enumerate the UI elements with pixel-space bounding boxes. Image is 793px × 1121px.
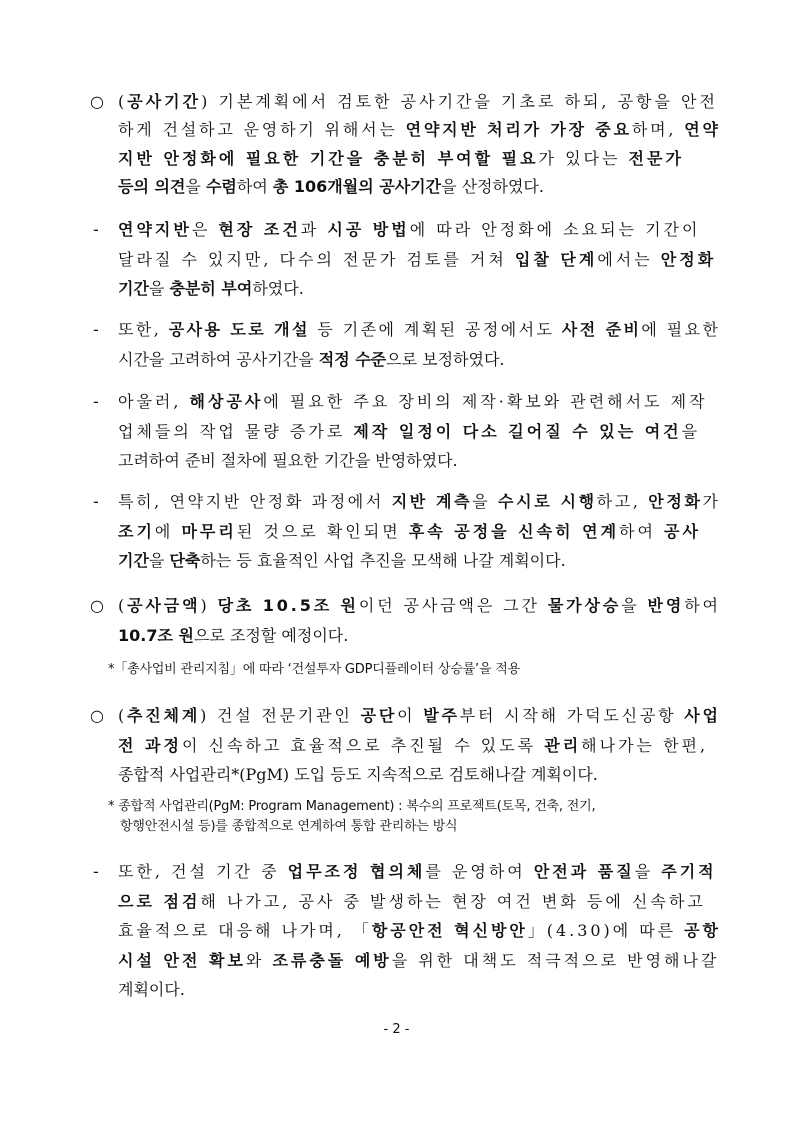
text-run: 를 운영하여 <box>425 862 534 881</box>
paragraph-line <box>118 921 721 941</box>
bold-text: 후속 공정을 신속히 연계 <box>408 522 620 541</box>
bold-text: 공단 <box>360 706 398 725</box>
text-run: 에 필요한 주요 장비의 제작·확보와 관련해서도 제작 <box>263 392 708 411</box>
text-run: 이던 공사금액은 그간 <box>358 596 548 615</box>
circle-bullet-icon: ○ <box>90 596 104 615</box>
text-run: 을 <box>634 862 662 881</box>
bold-text: 반영 <box>647 596 685 615</box>
text-run: 고려하여 준비 절차에 필요한 기간을 반영하였다. <box>118 451 458 470</box>
paragraph-line <box>118 736 708 756</box>
bold-text: 총 106개월의 공사기간 <box>272 177 442 196</box>
paragraph-line <box>118 765 598 785</box>
paragraph-line <box>118 951 719 971</box>
bold-text: 사전 준비 <box>561 320 642 339</box>
footnote-line: *「총사업비 관리지침」에 따라 ‘건설투자 GDP디플레이터 상승률’을 적용 <box>108 662 520 677</box>
bold-text: 지반 안정화에 필요한 기간을 충분히 부여할 필요 <box>118 149 539 168</box>
circle-bullet-icon: ○ <box>90 706 104 725</box>
paragraph-line <box>118 596 721 616</box>
text-run: 에 따라 안정화에 소요되는 기간이 <box>409 220 701 239</box>
text-run: 하고, <box>596 492 649 511</box>
text-run: 계획이다. <box>118 980 185 999</box>
text-run: 을 <box>621 596 648 615</box>
text-run: 종합적 사업관리*(PgM) 도입 등도 지속적으로 검토해나갈 계획이다. <box>118 765 598 784</box>
paragraph-line <box>118 320 720 340</box>
bold-text: 업무조정 협의체 <box>287 862 426 881</box>
bold-text: 해상공사 <box>189 392 264 411</box>
text-run: 으로 보정하였다. <box>386 350 505 369</box>
bold-text: 발주 <box>423 706 460 725</box>
text-run: 또한, 건설 기간 중 <box>118 862 288 881</box>
bold-text: 안전과 품질 <box>533 862 635 881</box>
paragraph-line <box>118 522 701 542</box>
bold-text: 전 과정 <box>118 736 182 755</box>
bold-text: 추진체계 <box>127 706 201 725</box>
paragraph-line <box>118 892 706 912</box>
text-run: 을 <box>681 422 701 441</box>
paragraph-line <box>118 350 505 370</box>
text-run: 아울러, <box>118 392 190 411</box>
text-run: 달라질 수 있지만, 다수의 전문가 검토를 거쳐 <box>118 250 515 269</box>
text-run: ) 기본계획에서 검토한 공사기간을 기초로 하되, 공항을 안전 <box>201 92 718 111</box>
bold-text: 시설 안전 확보 <box>118 951 246 970</box>
dash-bullet: - <box>93 220 99 239</box>
bold-text: 당초 10.5조 원 <box>217 596 359 615</box>
paragraph-line <box>118 392 708 412</box>
text-run: 하여 <box>684 596 721 615</box>
text-run: 을 <box>148 551 170 570</box>
bold-text: 현장 조건 <box>218 220 301 239</box>
paragraph-line <box>118 149 684 169</box>
paragraph-line <box>118 626 348 646</box>
text-run: 하여 <box>236 177 273 196</box>
text-run: ) <box>200 596 218 615</box>
text-run: 을 <box>148 279 170 298</box>
text-run: 과 <box>300 220 328 239</box>
dash-bullet: - <box>93 392 99 411</box>
text-run: 등 기존에 계획된 공정에서도 <box>309 320 562 339</box>
paragraph-line <box>118 279 304 299</box>
bold-text: 안정화 <box>660 250 717 269</box>
bold-text: 기간 <box>118 279 149 298</box>
bold-text: 등의 의견 <box>118 177 186 196</box>
paragraph-line <box>118 492 721 512</box>
bold-text: 공사 <box>664 522 701 541</box>
paragraph-line <box>118 250 716 270</box>
bold-text: 충분히 부여 <box>169 279 253 298</box>
text-run: 에 필요한 <box>641 320 721 339</box>
dash-bullet: - <box>93 862 99 881</box>
bold-text: 수렴 <box>205 177 237 196</box>
bold-text: 시공 방법 <box>327 220 410 239</box>
text-run: ( <box>118 706 128 725</box>
paragraph-line <box>118 862 717 882</box>
bold-text: 안정화 <box>648 492 703 511</box>
paragraph-line <box>118 551 566 571</box>
text-run: 하는 등 효율적인 사업 추진을 모색해 나갈 계획이다. <box>200 551 566 570</box>
paragraph-line <box>118 422 700 442</box>
bold-text: 지반 계측 <box>391 492 473 511</box>
bold-text: 공사기간 <box>127 92 202 111</box>
circle-bullet-icon: ○ <box>90 92 104 111</box>
text-run: 에 <box>154 522 182 541</box>
bold-text: 주기적 <box>661 862 717 881</box>
bold-text: 마무리 <box>181 522 237 541</box>
footnote-line: * 종합적 사업관리(PgM: Program Management) : 복수의 프로젝트(토목, 건축, 전기, <box>108 799 596 814</box>
paragraph-line <box>118 220 700 240</box>
text-run: 에서는 <box>597 250 661 269</box>
text-run: ) 건설 전문기관인 <box>200 706 361 725</box>
text-run: 특히, 연약지반 안정화 과정에서 <box>118 492 392 511</box>
bold-text: 입찰 단계 <box>514 250 598 269</box>
text-run: 된 것으로 확인되면 <box>236 522 409 541</box>
bold-text: 공사용 도로 개설 <box>168 320 310 339</box>
page-number: - 2 - <box>383 1022 410 1037</box>
bold-text: 공항 <box>684 921 721 940</box>
bold-text: 물가상승 <box>547 596 622 615</box>
bold-text: 수시로 시행 <box>498 492 597 511</box>
paragraph-line <box>118 451 458 471</box>
text-run: 효율적으로 대응해 나가며, 「 <box>118 921 372 940</box>
text-run: 을 산정하였다. <box>441 177 544 196</box>
paragraph-line <box>118 177 544 197</box>
dash-bullet: - <box>93 492 99 511</box>
text-run: 부터 시작해 가덕도신공항 <box>459 706 685 725</box>
bold-text: 기간 <box>118 551 149 570</box>
text-run: 또한, <box>118 320 169 339</box>
footnote-line: 항행안전시설 등)를 종합적으로 연계하여 통합 관리하는 방식 <box>120 819 458 834</box>
text-run: 이 신속하고 효율적으로 추진될 수 있도록 <box>181 736 545 755</box>
text-run: 이 <box>397 706 424 725</box>
text-run: 」(4.30)에 따른 <box>527 921 685 940</box>
bold-text: 관리 <box>544 736 582 755</box>
text-run: ( <box>118 92 128 111</box>
text-run: 와 <box>245 951 273 970</box>
bold-text: 조류충돌 예방 <box>272 951 392 970</box>
dash-bullet: - <box>93 320 99 339</box>
bold-text: 연약지반 처리가 가장 중요 <box>405 120 632 139</box>
text-run: ( <box>118 596 128 615</box>
bold-text: 10.7조 원 <box>118 626 194 645</box>
text-run: 하였다. <box>252 279 304 298</box>
bold-text: 연약 <box>684 120 721 139</box>
bold-text: 항공안전 혁신방안 <box>371 921 528 940</box>
text-run: 가 <box>702 492 721 511</box>
text-run: 으로 조정할 예정이다. <box>193 626 349 645</box>
bold-text: 조기 <box>118 522 155 541</box>
bold-text: 으로 점검 <box>118 892 201 911</box>
text-run: 하게 건설하고 운영하기 위해서는 <box>118 120 406 139</box>
bold-text: 제작 일정이 다소 길어질 수 있는 여건 <box>353 422 682 441</box>
paragraph-line <box>118 706 721 726</box>
text-run: 가 있다는 <box>538 149 629 168</box>
text-run: 을 <box>185 177 206 196</box>
text-run: 업체들의 작업 물량 증가로 <box>118 422 354 441</box>
bold-text: 단축 <box>169 551 201 570</box>
text-run: 은 <box>191 220 219 239</box>
text-run: 을 <box>472 492 499 511</box>
text-run: 하며, <box>631 120 685 139</box>
paragraph-line <box>118 92 718 112</box>
bold-text: 적정 수준 <box>318 350 387 369</box>
bold-text: 공사금액 <box>127 596 201 615</box>
text-run: 해나가는 한편, <box>581 736 709 755</box>
text-run: 해 나가고, 공사 중 발생하는 현장 여건 변화 등에 신속하고 <box>200 892 706 911</box>
paragraph-line <box>118 120 721 140</box>
bold-text: 연약지반 <box>118 220 192 239</box>
text-run: 하여 <box>619 522 665 541</box>
paragraph-line <box>118 980 185 1000</box>
bold-text: 전문가 <box>628 149 684 168</box>
text-run: 시간을 고려하여 공사기간을 <box>118 350 319 369</box>
text-run: 을 위한 대책도 적극적으로 반영해나갈 <box>391 951 720 970</box>
bold-text: 사업 <box>684 706 721 725</box>
